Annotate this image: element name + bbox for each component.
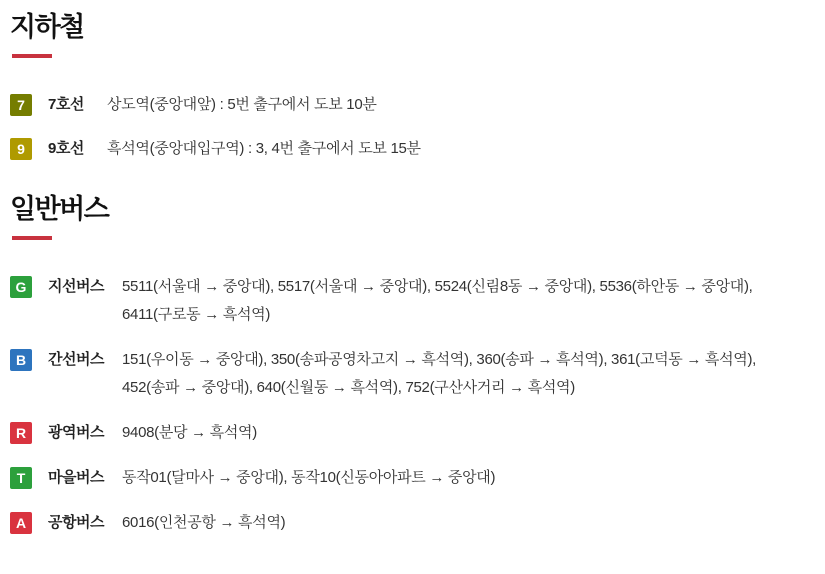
description-line: 상도역(중앙대앞) : 5번 출구에서 도보 10분 [107,96,377,113]
subway-row-line9 [10,135,815,163]
description-line: 5511(서울대 → 중앙대), 5517(서울대 → 중앙대), 5524(신림8동 → 중앙대), 5536(하안동 → 중앙대), [122,278,753,295]
description-line: 9408(분당 → 흑석역) [122,424,257,441]
subway-row-description [107,135,815,163]
bus-row-description [122,419,815,447]
bus-row-label: 공항버스 [48,514,104,531]
subway-rows [10,91,815,163]
general-bus-section [10,196,815,537]
bus-row-label: 광역버스 [48,424,104,441]
description-line: 6411(구로동 → 흑석역) [122,306,271,323]
bus-row-regional [10,419,815,447]
line-9-badge: 9 [10,138,32,160]
trunk-bus-badge: B [10,349,32,371]
bus-row-trunk [10,346,815,402]
subway-section [10,14,815,163]
description-line: 151(우이동 → 중앙대), 350(송파공영차고지 → 흑석역), 360(송파 → 흑석역), 361(고덕동 → 흑석역), [122,351,757,368]
bus-row-branch [10,273,815,329]
subway-title-underline [12,54,52,58]
subway-row-line7 [10,91,815,119]
general-bus-section-title: 일반버스 [10,194,109,224]
airport-bus-badge: A [10,512,32,534]
bus-row-description [122,464,815,492]
line-7-badge: 7 [10,94,32,116]
bus-row-airport [10,509,815,537]
bus-row-description [122,346,815,402]
bus-row-label: 마을버스 [48,469,104,486]
bus-row-description [122,509,815,537]
description-line: 흑석역(중앙대입구역) : 3, 4번 출구에서 도보 15분 [107,140,421,157]
bus-row-label: 지선버스 [48,278,104,295]
subway-row-description [107,91,815,119]
village-bus-badge: T [10,467,32,489]
general-bus-title-underline [12,236,52,240]
description-line: 6016(인천공항 → 흑석역) [122,514,286,531]
bus-row-label: 간선버스 [48,351,104,368]
description-line: 동작01(달마사 → 중앙대), 동작10(신동아아파트 → 중앙대) [122,469,496,486]
branch-bus-badge: G [10,276,32,298]
general-bus-rows [10,273,815,537]
bus-row-village [10,464,815,492]
subway-row-label: 9호선 [48,140,84,157]
bus-row-description [122,273,815,329]
subway-section-title: 지하철 [10,12,84,42]
description-line: 452(송파 → 중앙대), 640(신월동 → 흑석역), 752(구산사거리 → 흑석역) [122,379,575,396]
subway-row-label: 7호선 [48,96,84,113]
regional-bus-badge: R [10,422,32,444]
